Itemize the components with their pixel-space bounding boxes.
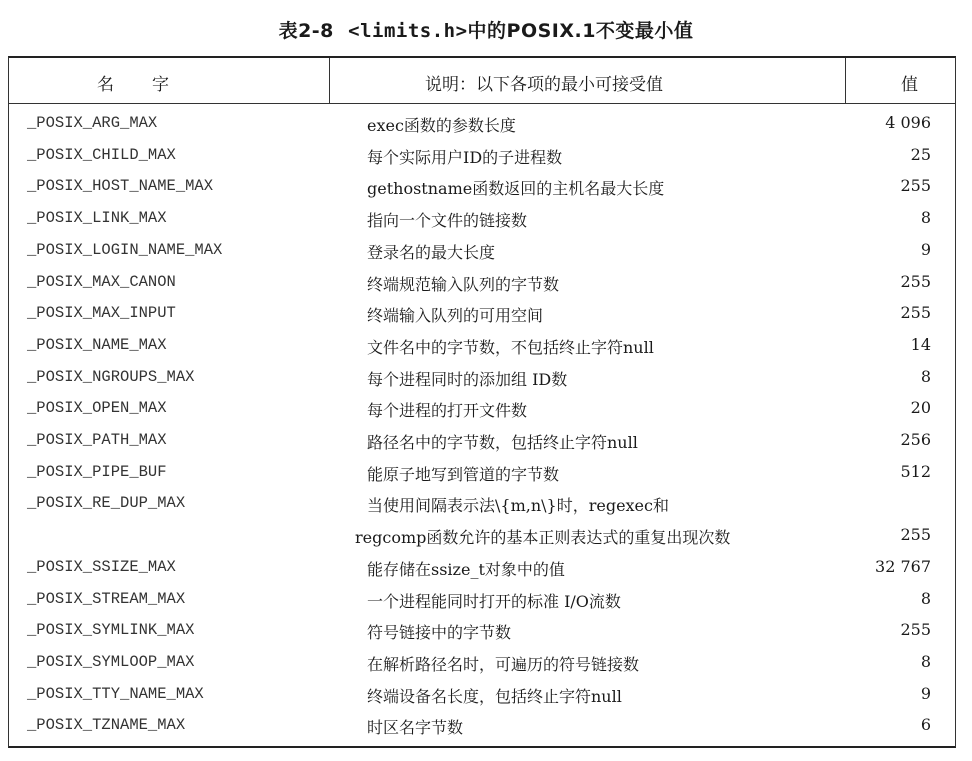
column-divider [845,58,846,103]
limit-name: _POSIX_SSIZE_MAX [27,557,176,576]
table-row [9,710,955,742]
table-row [9,425,955,457]
limit-description: 路径名中的字节数，包括终止字符null [367,433,638,452]
limit-value: 9 [920,683,931,703]
limit-description: 终端输入队列的可用空间 [367,306,544,326]
column-header-description: 说明：以下各项的最小可接受值 [425,75,663,95]
limit-value: 4 096 [885,113,931,132]
table-row [9,679,955,711]
limit-value: 8 [920,651,931,671]
limit-value: 255 [900,303,931,323]
limit-name: _POSIX_NAME_MAX [27,335,167,354]
limit-description: 登录名的最大长度 [367,242,496,262]
limit-value: 512 [900,461,931,481]
limit-description: 每个实际用户ID的子进程数 [367,147,563,167]
limit-description: 终端规范输入队列的字节数 [367,274,560,294]
limit-description: 每个进程的打开文件数 [367,401,528,421]
table-row [9,140,955,172]
table-row [9,393,955,425]
limit-value: 255 [900,620,931,640]
limit-description: 当使用间隔表示法\{m,n\}时，regexec和 [367,496,669,516]
table-row [9,108,955,140]
limit-value: 256 [900,430,931,449]
limit-name: _POSIX_NGROUPS_MAX [27,367,195,386]
table-row [9,552,955,584]
limit-name: _POSIX_MAX_CANON [27,272,176,291]
limit-name: _POSIX_CHILD_MAX [27,145,176,164]
limit-name: _POSIX_SYMLINK_MAX [27,621,195,640]
table-row [9,647,955,679]
limit-name: _POSIX_TTY_NAME_MAX [27,684,204,703]
limit-value: 255 [900,525,931,545]
limit-description: exec函数的参数长度 [367,116,516,135]
limits-table [8,56,956,748]
limit-name: _POSIX_MAX_INPUT [27,304,176,323]
table-row [9,235,955,267]
limit-value: 255 [900,176,931,196]
column-header-name: 名字 [97,75,207,95]
table-row [9,362,955,394]
limit-value: 14 [910,334,931,354]
limit-name: _POSIX_ARG_MAX [27,114,158,132]
limit-description: 终端设备名长度，包括终止字符null [367,686,622,706]
table-row [9,520,955,552]
limit-description: 能原子地写到管道的字节数 [367,464,560,484]
table-row [9,171,955,203]
table-row [9,488,955,520]
caption-suffix: 中的POSIX.1不变最小值 [467,20,694,42]
caption-header-name: <limits.h> [348,20,468,42]
limit-value: 32 767 [875,556,931,576]
limit-value: 8 [920,588,931,608]
limit-name: _POSIX_OPEN_MAX [27,399,167,418]
limit-description: gethostname函数返回的主机名最大长度 [367,179,665,199]
table-header [9,58,955,104]
limit-name: _POSIX_TZNAME_MAX [27,716,186,735]
limit-description: 能存储在ssize_t对象中的值 [367,559,565,579]
limit-name: _POSIX_STREAM_MAX [27,589,186,608]
limit-description: 每个进程同时的添加组 ID数 [367,369,568,389]
limit-description: 符号链接中的字节数 [367,623,512,643]
limit-description: 指向一个文件的链接数 [367,211,528,231]
table-row [9,457,955,489]
limit-value: 9 [920,239,931,259]
limit-name: _POSIX_SYMLOOP_MAX [27,652,195,671]
column-divider [329,58,330,103]
table-row [9,203,955,235]
limit-name: _POSIX_RE_DUP_MAX [27,494,186,513]
limit-name: _POSIX_HOST_NAME_MAX [27,177,214,196]
limit-value: 25 [910,144,931,164]
limit-value: 255 [900,271,931,291]
table-row [9,330,955,362]
column-header-value: 值 [901,75,918,95]
table-caption [0,16,972,43]
limit-value: 20 [910,398,931,418]
table-row [9,298,955,330]
limit-name: _POSIX_LINK_MAX [27,209,167,228]
limit-name: _POSIX_PATH_MAX [27,431,167,449]
limit-description: 一个进程能同时打开的标准 I/O流数 [367,591,621,611]
limit-value: 6 [920,715,931,735]
caption-prefix: 表2-8 [278,20,334,42]
table-row [9,615,955,647]
limit-name: _POSIX_LOGIN_NAME_MAX [27,240,223,259]
limit-description: 文件名中的字节数，不包括终止字符null [367,337,654,357]
table-row [9,267,955,299]
table-row [9,584,955,616]
limit-value: 8 [920,366,931,386]
limit-description: regcomp函数允许的基本正则表达式的重复出现次数 [355,528,731,548]
limit-name: _POSIX_PIPE_BUF [27,462,167,481]
limit-description: 时区名字节数 [367,718,464,738]
limit-description: 在解析路径名时，可遍历的符号链接数 [367,654,640,674]
limit-value: 8 [920,208,931,228]
